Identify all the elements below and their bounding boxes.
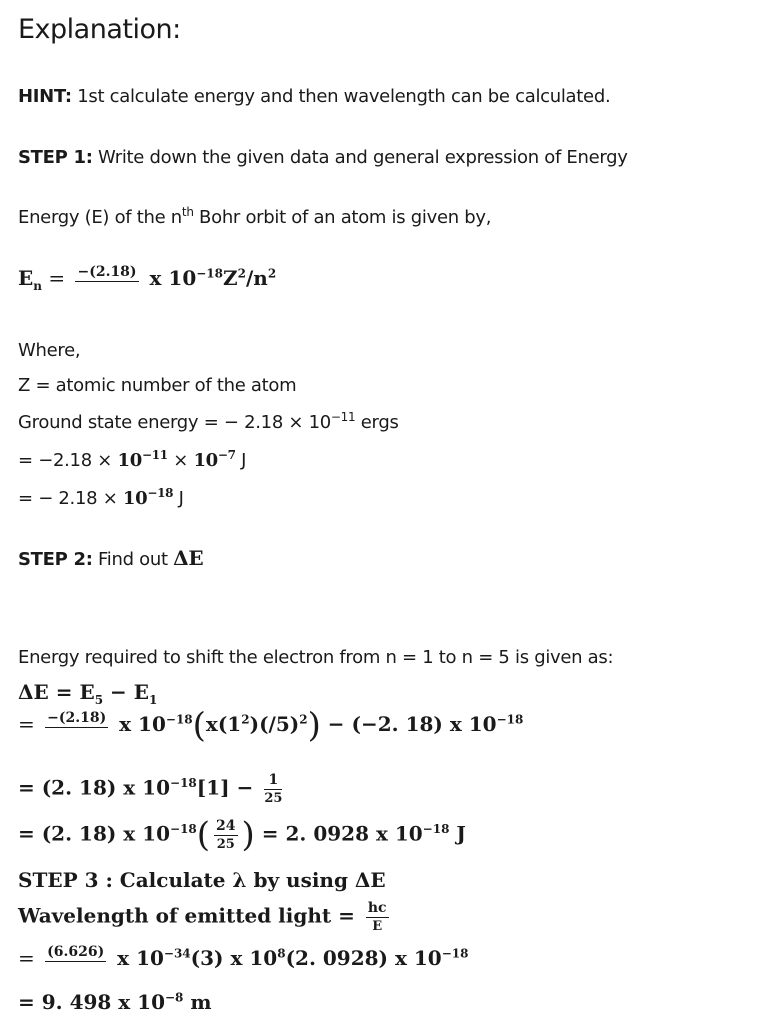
formula-exp: −18 [196,266,223,281]
z-definition: Z = atomic number of the atom [18,375,297,396]
fraction-bar [75,281,138,282]
nth-superscript: th [181,205,194,219]
wavelength-frac-num: hc [367,900,387,916]
conv1-b: 10 [117,450,142,471]
delta-def-a: ΔE = E [18,680,95,704]
delta-def-sub5: 5 [94,693,104,707]
fraction-bar [264,789,282,790]
conv1-b-exp: −11 [141,448,168,462]
line-a-frac-den [45,729,108,741]
formula-eq: = [41,266,72,290]
line-a-rparen: ) [307,705,321,746]
line-b-frac-den: 25 [264,791,283,806]
line-d-a: x 10 [110,946,164,970]
hint-line [18,86,610,107]
final-result [18,990,212,1014]
line-d-eq: = [18,946,42,970]
ground-state-text: Ground state energy = − 2.18 × 10 [18,412,331,433]
conv1-d-exp: −7 [217,448,236,462]
conv2-b-exp: −18 [147,486,174,500]
line-d-c-exp: −18 [441,946,469,961]
calc-line-d [18,944,468,975]
page-title: Explanation: [18,14,181,45]
line-c-fraction [214,818,237,852]
line-c-frac-num: 24 [216,818,236,834]
conv1-d: 10 [193,450,218,471]
line-a-x1: x(1 [205,712,242,736]
hint-label: HINT: [18,86,72,107]
formula-fraction [75,264,138,295]
line-b-a: = (2. 18) x 10 [18,775,171,800]
ground-state-exp: −11 [330,410,356,424]
step2-label: STEP 2: [18,549,93,570]
step1-label: STEP 1: [18,147,93,168]
energy-intro [18,207,491,228]
line-a-eq: = [18,712,42,736]
ground-state-line [18,412,399,433]
line-a-lparen: ( [192,705,206,746]
line-d-b: (3) x 10 [190,946,278,970]
line-d-frac-den [45,963,106,975]
hint-text: 1st calculate energy and then wavelength can be calculated. [71,86,611,107]
line-c-lparen: ( [196,815,211,855]
formula-lhs-sub: n [33,279,42,293]
line-d-b-exp: 8 [277,946,286,961]
energy-intro-tail: Bohr orbit of an atom is given by, [193,207,492,228]
line-c-frac-den: 25 [216,837,235,852]
formula-lhs: E [18,266,34,290]
conv2-a: = − 2.18 × [18,488,123,509]
line-a-exp: −18 [165,712,193,727]
fraction-bar [366,917,389,918]
energy-intro-text: Energy (E) of the n [18,207,182,228]
line-a-div-exp: 2 [299,712,308,727]
conversion-line-2 [18,488,184,509]
line-c-unit: J [449,821,466,846]
formula-n-exp: 2 [267,266,277,281]
conversion-line-1 [18,450,246,471]
result-unit: m [183,990,212,1014]
line-c-a: = (2. 18) x 10 [18,821,171,846]
line-a-x1-exp: 2 [241,712,250,727]
line-b-exp: −18 [170,775,197,790]
line-a-x1-close: ) [249,712,260,736]
line-a-mid: x 10 [112,712,166,736]
delta-def-b: − E [103,680,149,704]
line-a-div: (/5) [259,712,300,736]
line-b-frac-num: 1 [268,772,279,788]
line-c-b: = 2. 0928 x 10 [254,821,423,846]
delta-def-sub1: 1 [149,693,158,707]
line-d-c: (2. 0928) x 10 [285,946,442,970]
line-b-fraction [264,772,282,806]
calc-line-a [18,705,524,746]
wavelength-fraction [366,900,389,934]
energy-required-line: Energy required to shift the electron from n = 1 to n = 5 is given as: [18,647,614,668]
conv1-a: = −2.18 × [18,450,118,471]
calc-line-b [18,772,286,806]
line-d-fraction [45,944,106,975]
conv1-unit: J [235,450,247,471]
line-c-rparen: ) [241,815,255,855]
step2-math: ΔE [173,546,204,570]
conv1-c: × [167,450,194,471]
line-c-b-exp: −18 [422,821,450,836]
where-label: Where, [18,340,81,361]
result-a: = 9. 498 x 10 [18,990,165,1014]
line-d-a-exp: −34 [163,946,191,961]
step3-heading: STEP 3 : Calculate λ by using ΔE [18,868,386,892]
fraction-bar [45,727,108,728]
wavelength-frac-den: E [372,919,383,934]
step1-text: Write down the given data and general expression of Energy [92,147,628,168]
formula-frac-num: −(2.18) [77,264,137,280]
line-a-tail: − (−2. 18) x 10 [320,712,497,736]
step2-heading [18,546,203,570]
formula-slash: /n [245,266,268,290]
result-exp: −8 [165,990,184,1005]
formula-mid: x 10 [142,266,197,290]
fraction-bar [45,961,106,962]
line-a-fraction [45,710,108,741]
calc-line-c [18,815,466,855]
formula-z-exp: 2 [237,266,246,281]
line-c-exp: −18 [170,821,197,836]
energy-formula [18,264,276,295]
step1-heading [18,147,628,168]
line-b-b: [1] − [196,775,261,800]
conv2-unit: J [173,488,184,509]
formula-z: Z [223,266,238,290]
ground-state-unit: ergs [355,412,399,433]
delta-e-definition [18,680,158,707]
wavelength-line [18,900,393,934]
line-a-frac-num: −(2.18) [47,710,107,726]
line-d-frac-num: (6.626) [47,944,105,960]
wavelength-text: Wavelength of emitted light = [18,903,362,928]
line-a-tail-exp: −18 [496,712,524,727]
fraction-bar [214,835,237,836]
conv2-b: 10 [122,488,148,509]
step2-text: Find out [92,549,174,570]
formula-frac-den [75,283,138,295]
